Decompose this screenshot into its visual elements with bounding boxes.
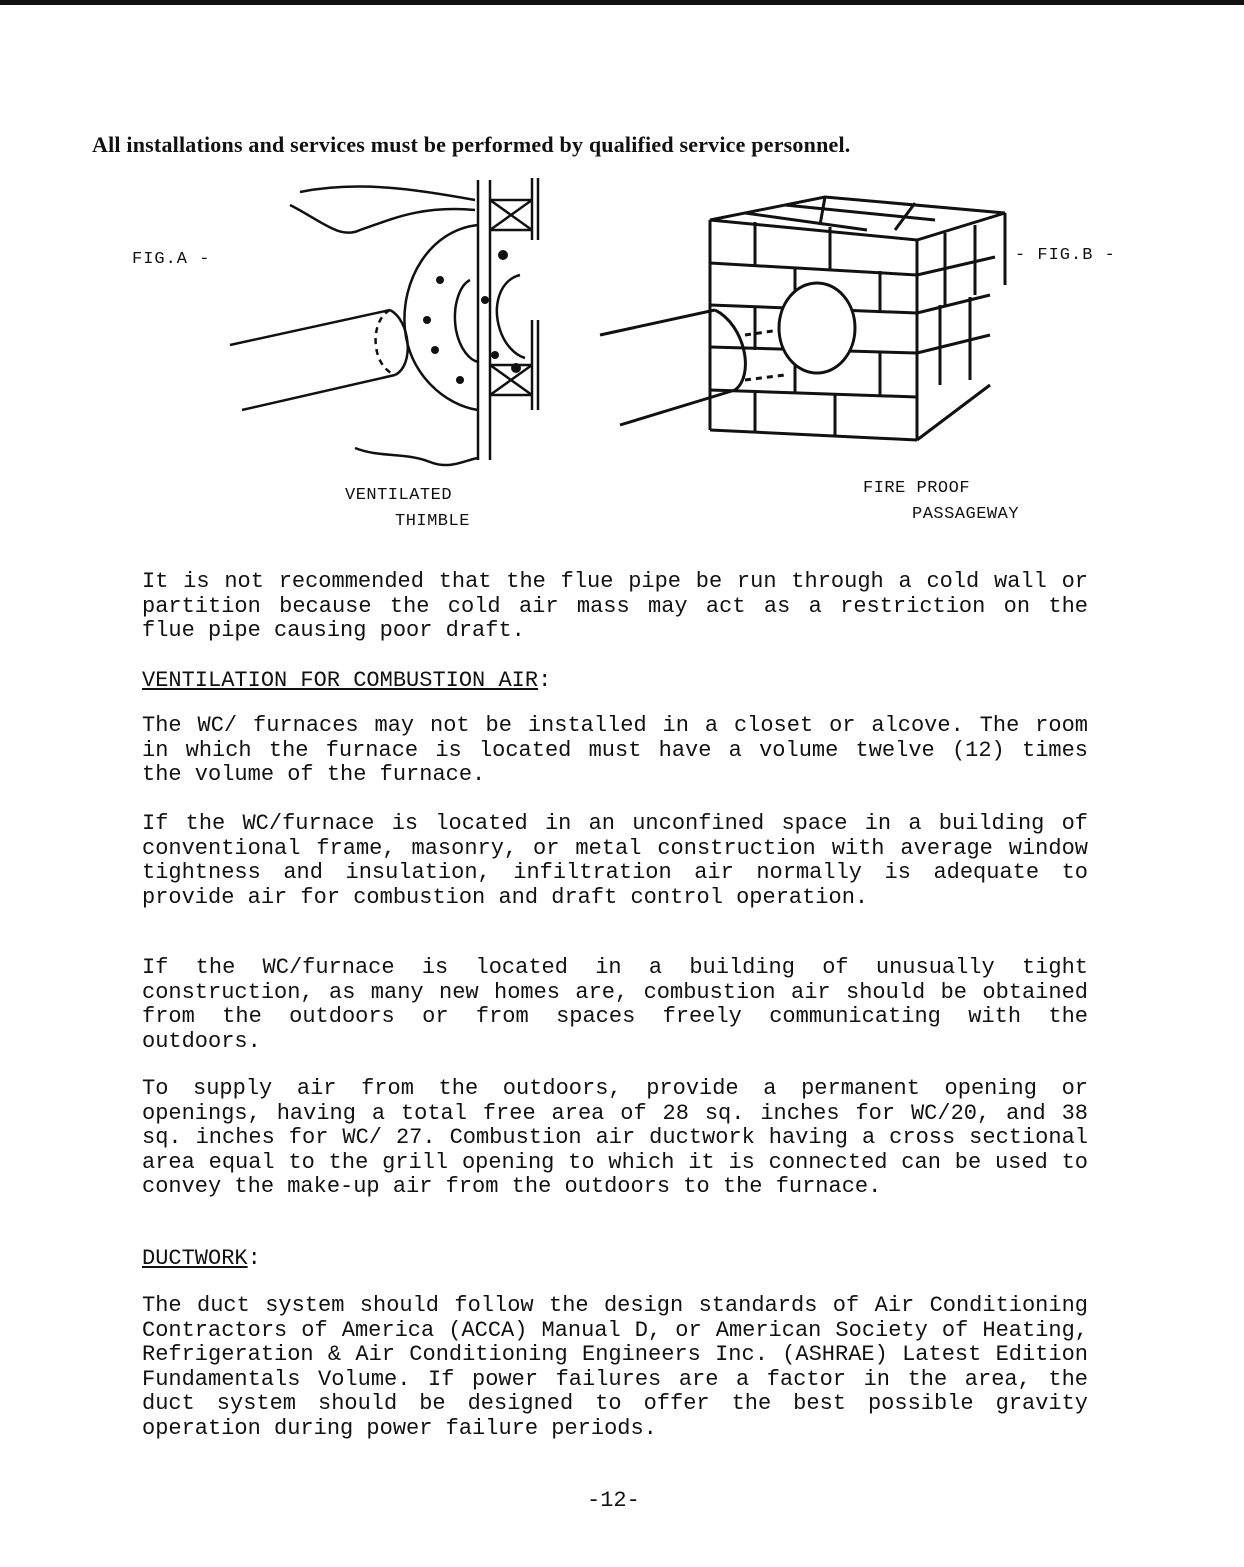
paragraph-closet: The WC/ furnaces may not be installed in a closet or alcove. The room in which the furnace is located must have a volume twelve (12) times the volume of the furnace. (142, 713, 1088, 787)
paragraph-flue-pipe: It is not recommended that the flue pipe be run through a cold wall or partition because the cold air mass may act as a restriction on the flue pipe causing poor draft. (142, 569, 1088, 643)
heading-ductwork: DUCTWORK: (142, 1246, 261, 1271)
fig-a-caption-line2: THIMBLE (395, 512, 470, 531)
safety-notice: All installations and services must be performed by qualified service personnel. (92, 132, 851, 157)
paragraph-tight-construction: If the WC/furnace is located in a building of unusually tight construction, as many new homes are, combustion air should be obtained from the outdoors or from spaces freely communicating with the outdoors. (142, 955, 1088, 1054)
paragraph-duct-system: The duct system should follow the design standards of Air Conditioning Contractors of America (ACCA) Manual D, or American Society of Heating, Refrigeration & Air Conditioning Engineers Inc. (ASHRAE) Latest Edition Fundamentals Volume. If power failures are a factor in the area, the duct system should be designed to offer the best possible gravity operation during power failure periods. (142, 1293, 1088, 1441)
fig-b-caption-line2: PASSAGEWAY (912, 505, 1020, 524)
heading-ventilation-text: VENTILATION FOR COMBUSTION AIR (142, 668, 539, 693)
fire-proof-passageway-diagram (595, 185, 1015, 455)
top-border-line (0, 0, 1244, 5)
page-number: -12- (587, 1488, 640, 1513)
fig-a-caption-line1: VENTILATED (345, 486, 453, 505)
fig-b-label: - FIG.B - (1015, 246, 1116, 265)
heading-ductwork-text: DUCTWORK (142, 1246, 248, 1271)
fig-a-label: FIG.A - (132, 250, 211, 269)
paragraph-outdoor-supply: To supply air from the outdoors, provide a permanent opening or openings, having a total free area of 28 sq. inches for WC/20, and 38 sq. inches for WC/ 27. Combustion air ductwork having a cross sectional area equal to the grill opening to which it is connected can be used to convey the make-up air from the outdoors to the furnace. (142, 1076, 1088, 1199)
ventilated-thimble-diagram (220, 170, 560, 470)
fig-b-caption-line1: FIRE PROOF (863, 479, 971, 498)
paragraph-unconfined-space: If the WC/furnace is located in an unconfined space in a building of conventional frame, masonry, or metal construction with average window tightness and insulation, infiltration air normally is adequate to provide air for combustion and draft control operation. (142, 811, 1088, 910)
heading-ventilation: VENTILATION FOR COMBUSTION AIR: (142, 668, 552, 693)
